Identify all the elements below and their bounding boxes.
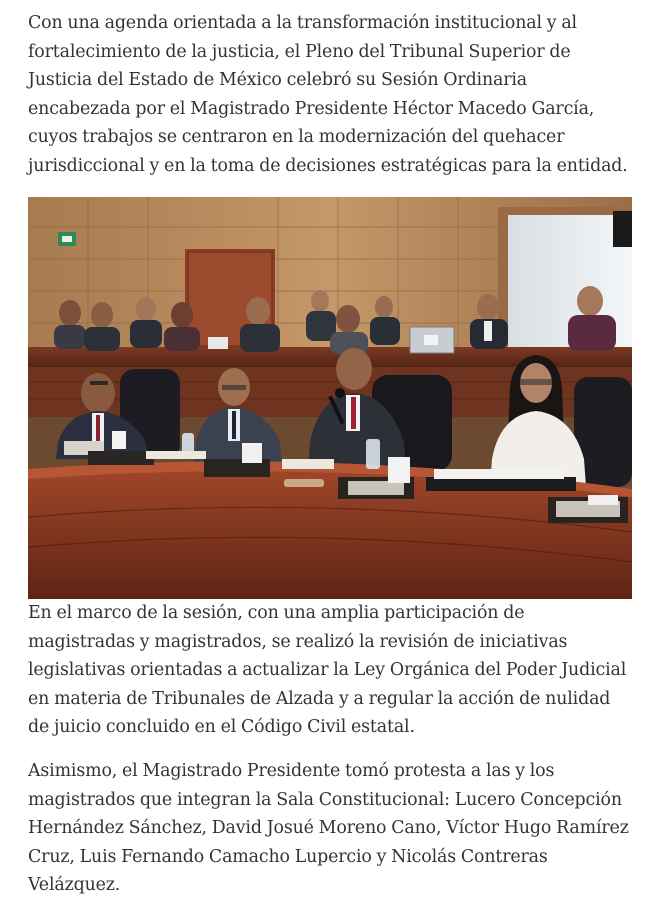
- paragraph-intro: Con una agenda orientada a la transformación institucional y al fortalecimiento de la justicia, el Pleno del Tribunal Superior de Justicia del Estado de México celebró su Sesión Ordinaria encabezada por el Magistrado Presidente Héctor Macedo García, cuyos trabajos se centraron en la modernización del quehacer jurisdiccional y en la toma de decisiones estratégicas para la entidad.: [28, 13, 628, 176]
- paragraph-sworn-in: Asimismo, el Magistrado Presidente tomó protesta a las y los magistrados que integran la Sala Constitucional: Lucero Concepción Hernández Sánchez, David Josué Moreno Cano, Víctor Hugo Ramírez Cruz, Luis Fernando Camacho Lupercio y Nicolás Contreras Velázquez.: [28, 761, 629, 896]
- paragraph-legislative: En el marco de la sesión, con una amplia participación de magistradas y magistrados, se realizó la revisión de iniciativas legislativas orientadas a actualizar la Ley Orgánica del Poder Judicial en materia de Tribunales de Alzada y a regular la acción de nulidad de juicio concluido en el Código Civil estatal.: [28, 603, 627, 738]
- session-photo: [28, 197, 632, 599]
